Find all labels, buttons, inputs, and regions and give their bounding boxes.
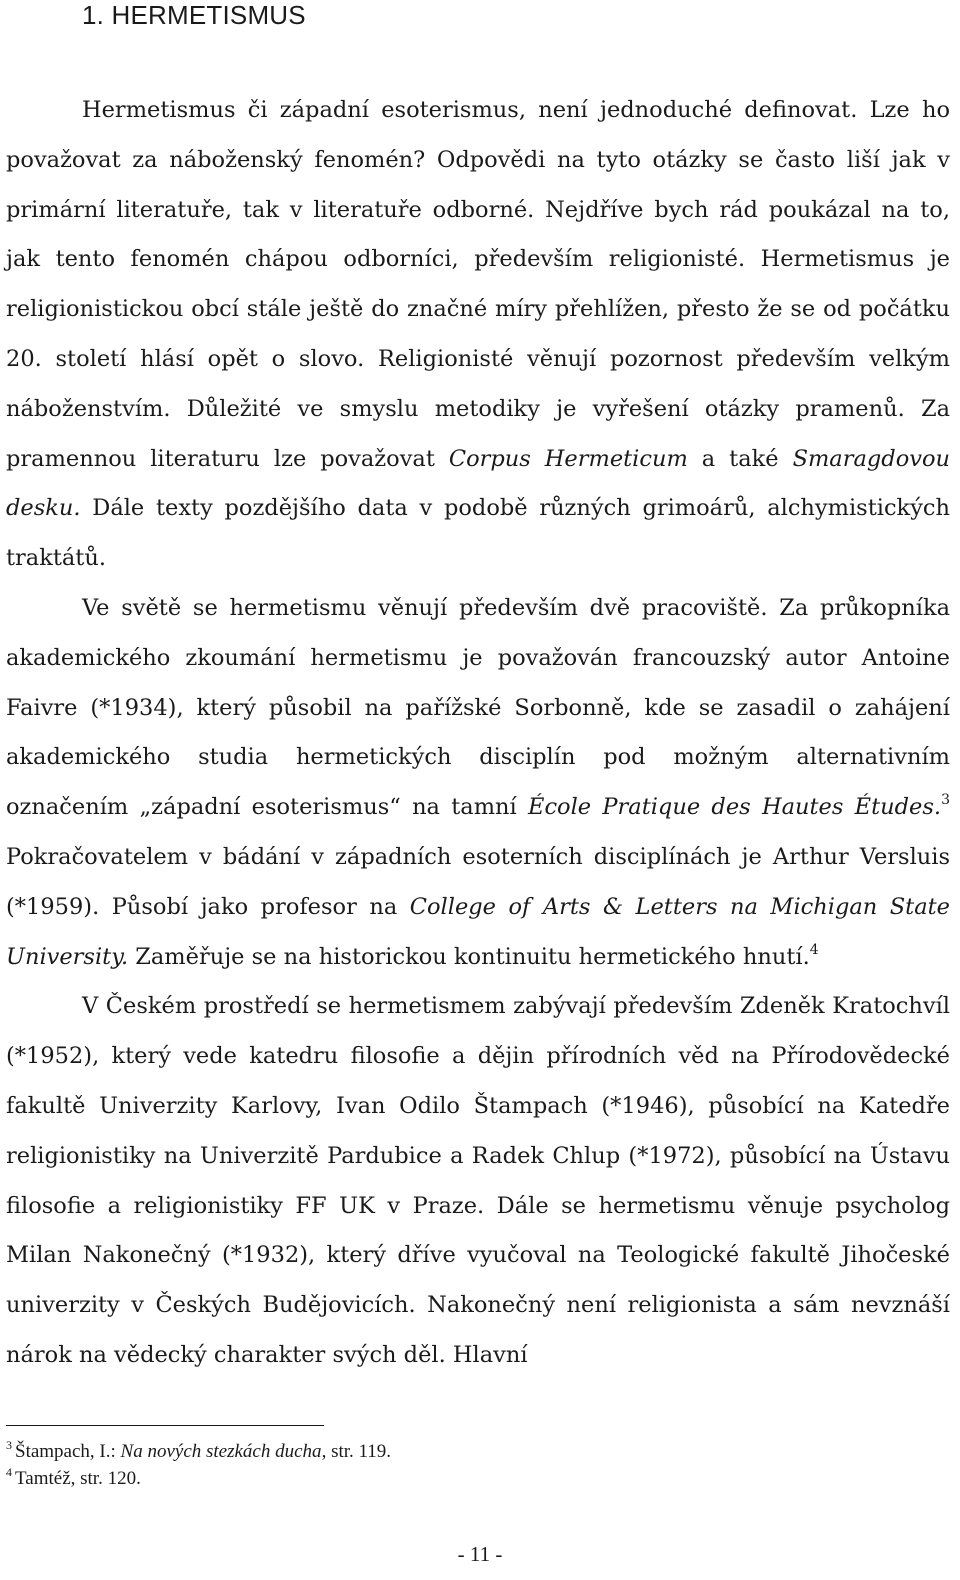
footnote-ref-3[interactable]: 3 bbox=[941, 792, 950, 809]
paragraph-text: Dále texty pozdějšího data v podobě různých grimoárů, alchymistických traktátů. bbox=[6, 495, 950, 572]
paragraph-text: V Českém prostředí se hermetismem zabývají především Zdeněk Kratochvíl (*1952), který vede katedru filosofie a dějin přírodních věd na Přírodovědecké fakultě Univerzity Karlovy, Ivan Odilo Štampach (*1946), působící na Katedře religionistiky na Univerzitě Pardubice a Radek Chlup (*1972), působící na Ústavu filosofie a religionistiky FF UK v Praze. Dále se hermetismu věnuje psycholog Milan Nakonečný (*1932), který dříve vyučoval na Teologické fakultě Jihočeské univerzity v Českých Budějovicích. Nakonečný není religionista a sám nevznáší nárok na vědecký charakter svých děl. Hlavní bbox=[6, 993, 950, 1368]
footnote-separator bbox=[6, 1425, 324, 1426]
paragraph-text: Ve světě se hermetismu věnují především dvě pracoviště. Za průkopníka akademického zkoumání hermetismu je považován francouzský autor Antoine Faivre (*1934), který působil na pařížské Sorbonně, kde se zasadil o zahájení akademického studia hermetických disciplín pod možným alternativním označením „západní esoterismus“ na tamní bbox=[6, 594, 950, 821]
paragraph-text: a také bbox=[687, 445, 793, 472]
italic-title: Corpus Hermeticum bbox=[448, 445, 688, 472]
footnote-text: Štampach, I.: bbox=[15, 1441, 121, 1462]
footnote-text: , str. 119. bbox=[321, 1441, 392, 1462]
footnote-number: 3 bbox=[6, 1438, 12, 1452]
footnote-3 bbox=[6, 1438, 906, 1465]
footnote-4 bbox=[6, 1465, 906, 1492]
page-number: - 11 - bbox=[457, 1542, 503, 1566]
paragraph-1 bbox=[6, 86, 950, 584]
italic-title: Smaragdovou desku. bbox=[6, 445, 950, 522]
body-text bbox=[6, 86, 950, 1381]
footnote-text: Tamtéž, str. 120. bbox=[15, 1468, 141, 1489]
paragraph-3 bbox=[6, 982, 950, 1380]
paragraph-2 bbox=[6, 584, 950, 982]
paragraph-text: Hermetismus či západní esoterismus, není jednoduché definovat. Lze ho považovat za náboženský fenomén? Odpovědi na tyto otázky se často liší jak v primární literatuře, tak v literatuře odborné. Nejdříve bych rád poukázal na to, jak tento fenomén chápou odborníci, především religionisté. Hermetismus je religionistickou obcí stále ještě do značné míry přehlížen, přesto že se od počátku 20. století hlásí opět o slovo. Religionisté věnují pozornost především velkým náboženstvím. Důležité ve smyslu metodiky je vyřešení otázky pramenů. Za pramennou literaturu lze považovat bbox=[6, 97, 950, 472]
italic-title: College of Arts & Letters na Michigan State University. bbox=[6, 893, 950, 970]
footnote-ref-4[interactable]: 4 bbox=[809, 941, 819, 958]
footnotes bbox=[6, 1438, 906, 1492]
chapter-heading: 1. HERMETISMUS bbox=[82, 0, 306, 30]
paragraph-text: Pokračovatelem v bádání v západních esoterních disciplínách je Arthur Versluis (*1959). Působí jako profesor na bbox=[6, 843, 950, 920]
italic-title: École Pratique des Hautes Études. bbox=[528, 794, 942, 821]
footnote-title: Na nových stezkách ducha bbox=[120, 1441, 322, 1462]
footnote-number: 4 bbox=[6, 1465, 12, 1479]
paragraph-text: Zaměřuje se na historickou kontinuitu hermetického hnutí. bbox=[128, 943, 810, 970]
